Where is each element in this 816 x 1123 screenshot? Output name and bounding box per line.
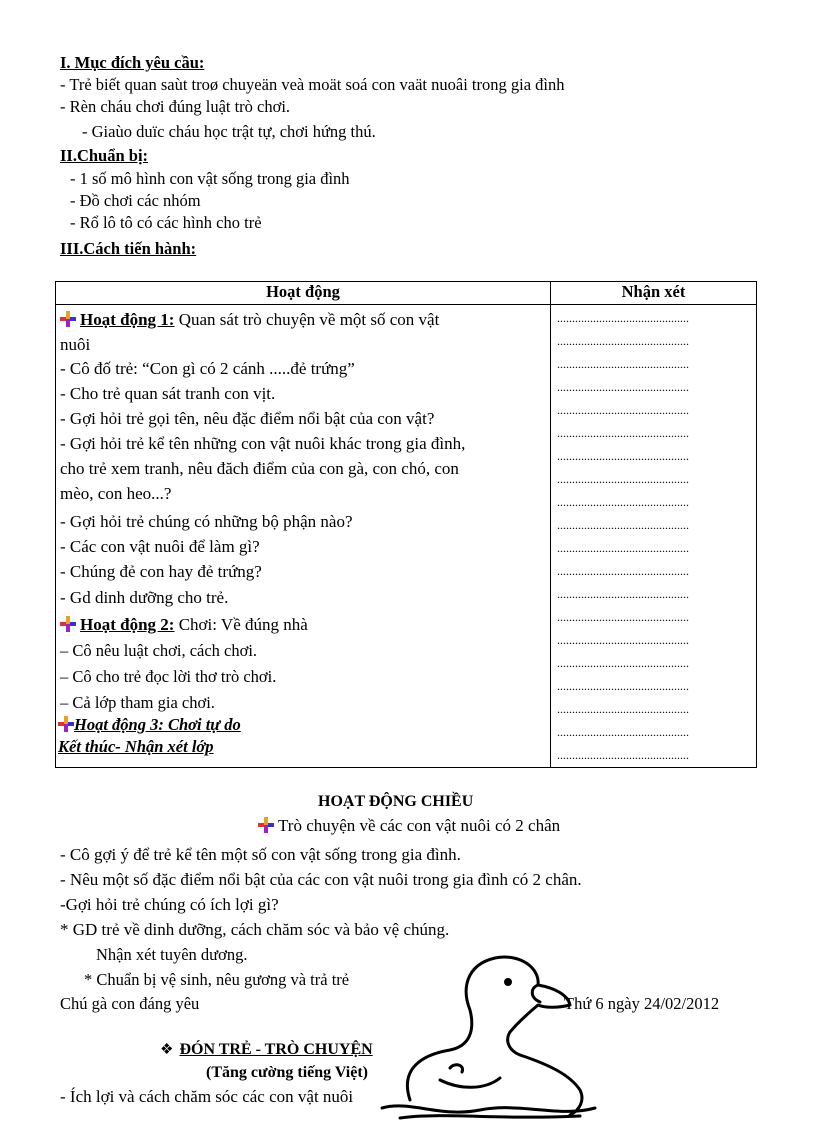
welcome-heading: ĐÓN TRẺ - TRÒ CHUYỆN xyxy=(179,1041,373,1058)
dotted-line: ............................................ xyxy=(557,518,689,532)
section1-title: I. Mục đích yêu cầu: xyxy=(60,53,205,72)
afternoon-review: Nhận xét tuyên dương. xyxy=(96,945,248,964)
afternoon-line-1: - Cô gợi ý để trẻ kể tên một số con vật sống trong gia đình. xyxy=(60,845,461,864)
cross-bullet-icon xyxy=(60,311,76,327)
section1-line-3: - Giaùo duïc cháu học trật tự, chơi hứng thú. xyxy=(82,122,376,141)
welcome-heading-line xyxy=(160,1040,373,1060)
duck-eye xyxy=(504,978,512,986)
diamond-bullet-icon: ❖ xyxy=(160,1042,174,1058)
section1-line-1: - Trẻ biết quan saùt troø chuyeän veà moät soá con vaät nuoâi trong gia đình xyxy=(60,75,565,94)
activity-row: - Gd dinh dưỡng cho trẻ. xyxy=(60,588,229,607)
dotted-line: ............................................ xyxy=(557,449,689,463)
afternoon-line-4: * GD trẻ về dinh dưỡng, cách chăm sóc và bảo vệ chúng. xyxy=(60,920,450,939)
duck-illustration xyxy=(380,950,710,1120)
dotted-line: ............................................ xyxy=(557,656,689,670)
activity-row: cho trẻ xem tranh, nêu đăch điểm của con gà, con chó, con xyxy=(60,459,459,478)
cross-bullet-icon xyxy=(60,616,76,632)
hd1-line xyxy=(60,309,439,331)
afternoon-prep: * Chuẩn bị vệ sinh, nêu gương và trả trẻ xyxy=(84,970,350,989)
hd2-text: Chơi: Về đúng nhà xyxy=(174,615,308,634)
topic-title: Chú gà con đáng yêu xyxy=(60,994,200,1013)
section1-line-2: - Rèn cháu chơi đúng luật trò chơi. xyxy=(60,97,291,116)
activity-row: - Cô đố trẻ: “Con gì có 2 cánh .....đẻ trứng” xyxy=(60,359,355,378)
activity-row: - Chúng đẻ con hay đẻ trứng? xyxy=(60,562,262,581)
activity-row: mèo, con heo...? xyxy=(60,484,172,503)
dotted-line: ............................................ xyxy=(557,495,689,509)
activity-row: - Gợi hỏi trẻ gọi tên, nêu đặc điểm nổi bật của con vật? xyxy=(60,409,435,428)
dotted-line: ............................................ xyxy=(557,311,689,325)
review-cell xyxy=(551,305,756,767)
afternoon-title: HOẠT ĐỘNG CHIỀU xyxy=(318,793,474,810)
ending-line: Kết thúc- Nhận xét lớp xyxy=(58,737,214,756)
hd2-row: – Cô cho trẻ đọc lời thơ trò chơi. xyxy=(60,667,277,686)
activity-table xyxy=(55,281,757,768)
activity-row: - Các con vật nuôi để làm gì? xyxy=(60,537,260,556)
hd2-row: – Cả lớp tham gia chơi. xyxy=(60,693,215,712)
dotted-line: ............................................ xyxy=(557,541,689,555)
dotted-line: ............................................ xyxy=(557,403,689,417)
hd3-text: Hoạt động 3: Chơi tự do xyxy=(74,715,241,734)
activity-row: nuôi xyxy=(60,335,91,354)
col-header-review: Nhận xét xyxy=(551,282,757,305)
hd2-row: – Cô nêu luật chơi, cách chơi. xyxy=(60,641,258,660)
welcome-line-1: - Ích lợi và cách chăm sóc các con vật nuôi xyxy=(60,1087,354,1106)
afternoon-subtitle: Trò chuyện về các con vật nuôi có 2 chân xyxy=(278,816,561,835)
dotted-line: ............................................ xyxy=(557,725,689,739)
hd1-text: Quan sát trò chuyện về một số con vật xyxy=(174,310,440,329)
dotted-line: ............................................ xyxy=(557,380,689,394)
dotted-line: ............................................ xyxy=(557,357,689,371)
dotted-line: ............................................ xyxy=(557,472,689,486)
cross-bullet-icon xyxy=(258,817,274,833)
dotted-line: ............................................ xyxy=(557,748,689,762)
dotted-line: ............................................ xyxy=(557,633,689,647)
afternoon-subtitle-line xyxy=(258,816,560,836)
section2-line-3: - Rổ lô tô có các hình cho trẻ xyxy=(70,213,262,232)
activity-row: - Gợi hỏi trẻ kể tên những con vật nuôi khác trong gia đình, xyxy=(60,434,466,453)
dotted-line: ............................................ xyxy=(557,610,689,624)
hd2-title: Hoạt động 2: xyxy=(80,615,175,634)
activity-row: - Gợi hỏi trẻ chúng có những bộ phận nào? xyxy=(60,512,353,531)
dotted-line: ............................................ xyxy=(557,587,689,601)
dotted-line: ............................................ xyxy=(557,426,689,440)
activity-row: - Cho trẻ quan sát tranh con vịt. xyxy=(60,384,276,403)
hd1-title: Hoạt động 1: xyxy=(80,310,175,329)
date-label: Thứ 6 ngày 24/02/2012 xyxy=(564,994,720,1013)
activity-cell xyxy=(56,305,550,767)
section2-line-2: - Đồ chơi các nhóm xyxy=(70,191,201,210)
dotted-line: ............................................ xyxy=(557,679,689,693)
dotted-line: ............................................ xyxy=(557,702,689,716)
welcome-subheading: (Tăng cường tiếng Việt) xyxy=(206,1064,369,1081)
section3-title: III.Cách tiến hành: xyxy=(60,239,197,258)
hd2-line xyxy=(60,614,308,636)
dotted-line: ............................................ xyxy=(557,564,689,578)
col-header-activity: Hoạt động xyxy=(56,282,551,305)
dotted-line: ............................................ xyxy=(557,334,689,348)
hd3-line xyxy=(58,714,241,736)
afternoon-line-2: - Nêu một số đặc điểm nổi bật của các con vật nuôi trong gia đình có 2 chân. xyxy=(60,870,582,889)
section2-line-1: - 1 số mô hình con vật sống trong gia đình xyxy=(70,169,350,188)
section2-title: II.Chuẩn bị: xyxy=(60,146,149,165)
afternoon-line-3: -Gợi hỏi trẻ chúng có ích lợi gì? xyxy=(60,895,279,914)
cross-bullet-icon xyxy=(58,716,74,732)
